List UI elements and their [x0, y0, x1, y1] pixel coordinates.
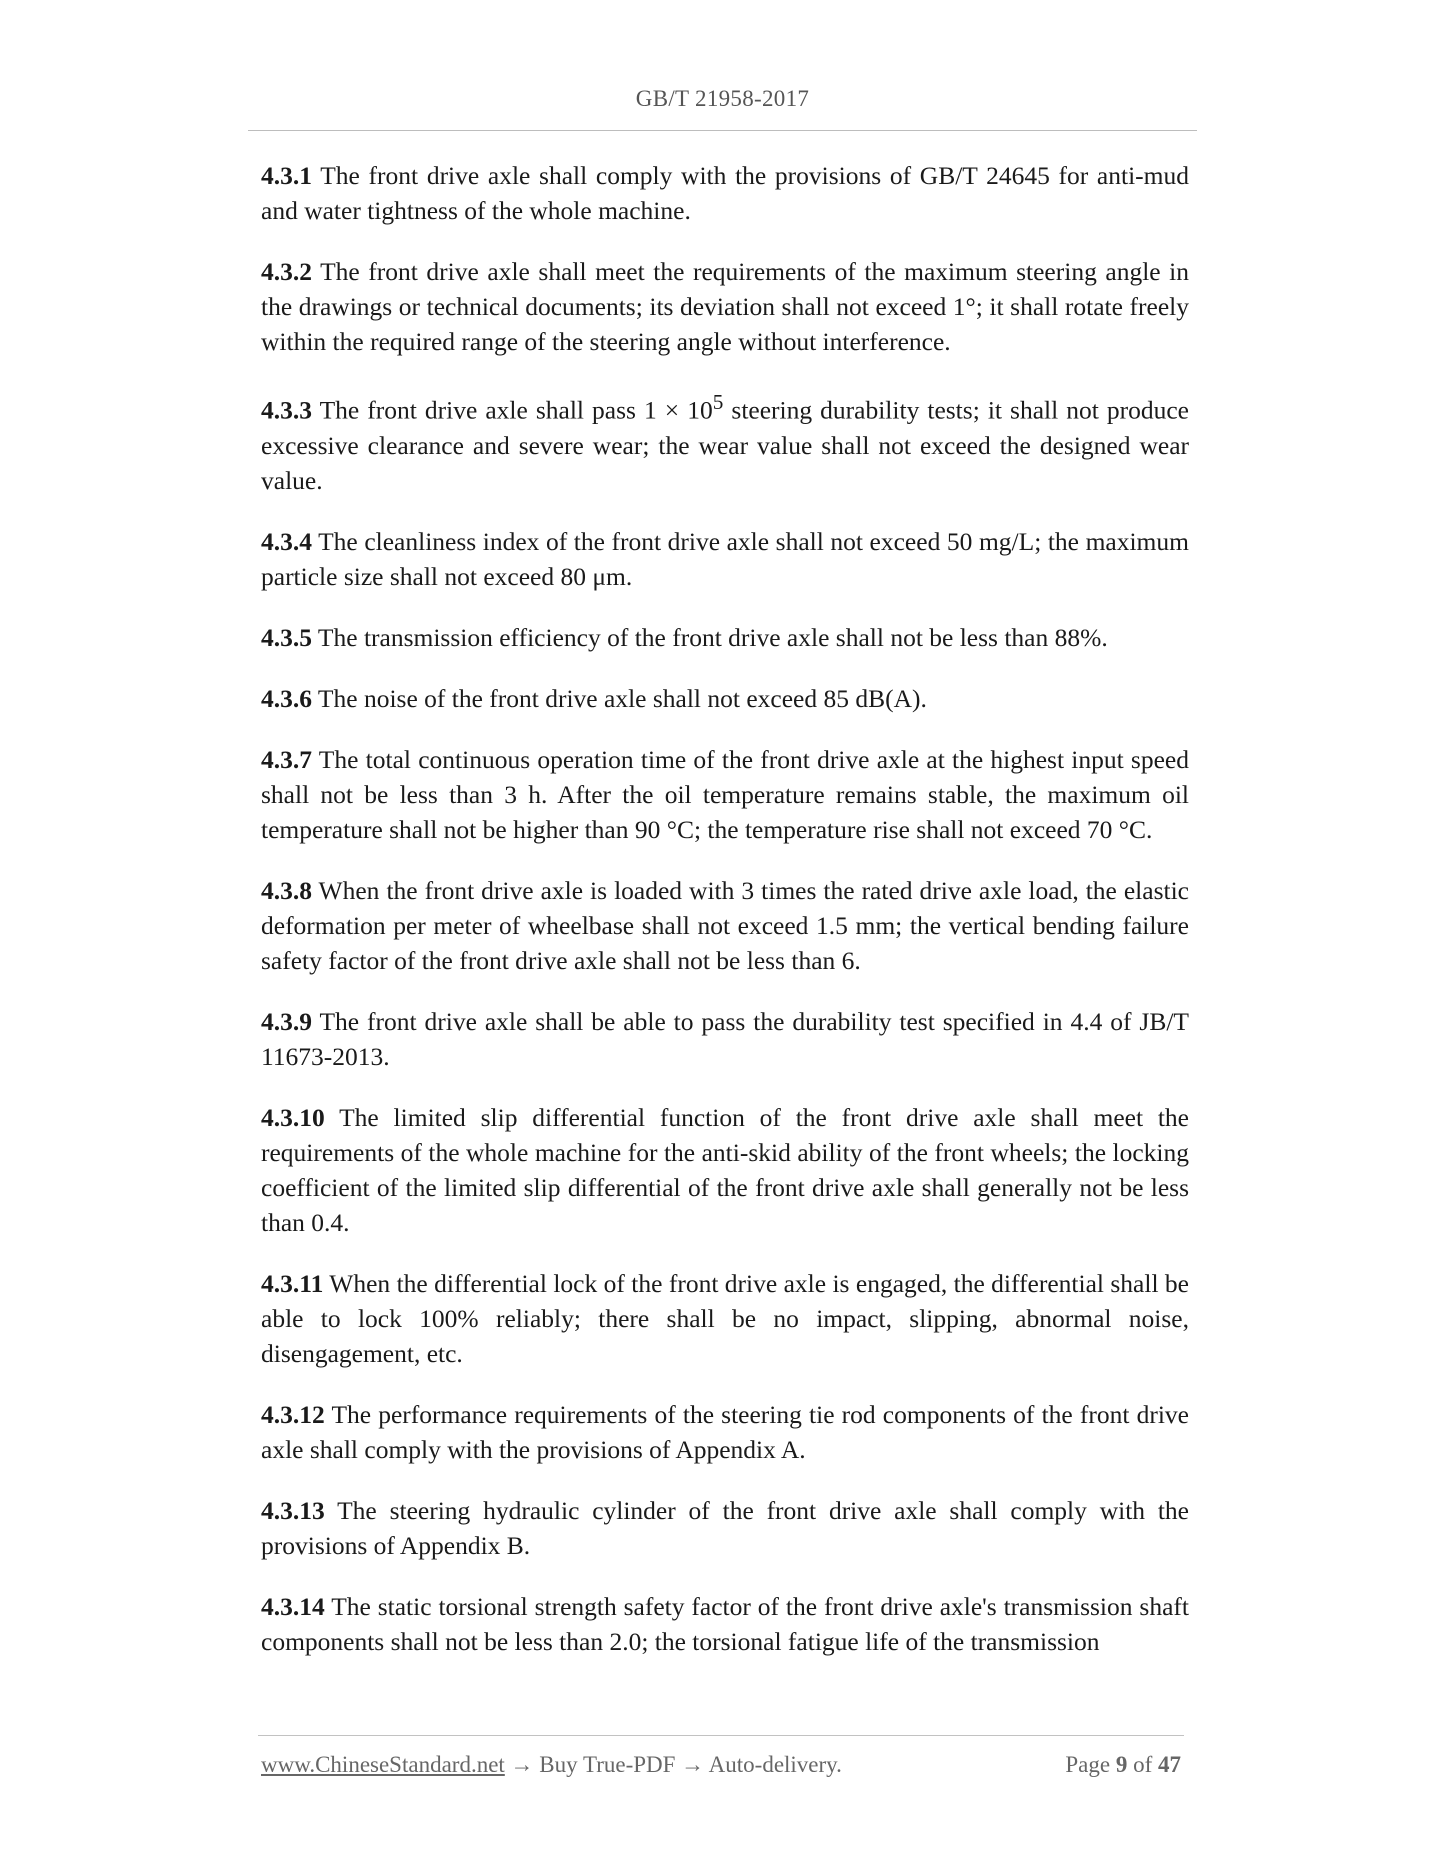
clause-4-3-3: [261, 385, 1189, 498]
clause-superscript: 5: [712, 390, 724, 414]
clause-text: The front drive axle shall be able to pass the durability test specified in 4.4 of JB/T 11673-2013.: [261, 1006, 1189, 1071]
footer-promo-text: → Buy True-PDF → Auto-delivery.: [504, 1752, 842, 1777]
clause-4-3-9: [261, 1004, 1189, 1074]
clause-number: 4.3.1: [261, 161, 312, 190]
clause-number: 4.3.6: [261, 683, 312, 713]
clause-text-continued: steering durability tests; it shall not produce excessive clearance and severe wear; the wear value shall not exceed the designed wear value.: [261, 395, 1189, 495]
page-total: 47: [1158, 1752, 1181, 1777]
clause-number: 4.3.12: [261, 1399, 325, 1429]
clause-text: The steering hydraulic cylinder of the front drive axle shall comply with the provisions of Appendix B.: [261, 1495, 1189, 1560]
clause-number: 4.3.3: [261, 395, 312, 425]
clause-text: The front drive axle shall comply with the provisions of GB/T 24645 for anti-mud and water tightness of the whole machine.: [261, 161, 1189, 225]
footer-divider: [258, 1735, 1184, 1736]
clause-text: The static torsional strength safety factor of the front drive axle's transmission shaft components shall not be less than 2.0; the torsional fatigue life of the transmission: [261, 1591, 1189, 1656]
clause-4-3-10: [261, 1100, 1189, 1240]
clause-4-3-11: [261, 1266, 1189, 1371]
clause-text: The total continuous operation time of the front drive axle at the highest input speed shall not be less than 3 h. After the oil temperature remains stable, the maximum oil temperature shall not be higher than 90 °C; the temperature rise shall not exceed 70 °C.: [261, 744, 1189, 844]
page-label: Page: [1065, 1752, 1111, 1777]
page-indicator: [1065, 1752, 1181, 1778]
clause-number: 4.3.13: [261, 1495, 325, 1525]
clause-4-3-7: [261, 742, 1189, 847]
page-of: of: [1133, 1752, 1153, 1777]
clause-4-3-5: [261, 620, 1189, 655]
clause-4-3-8: [261, 873, 1189, 978]
clause-number: 4.3.14: [261, 1591, 325, 1621]
clause-4-3-6: [261, 681, 1189, 716]
clause-4-3-1: [261, 158, 1189, 228]
clause-number: 4.3.9: [261, 1006, 312, 1036]
clause-text: The front drive axle shall pass 1 × 10: [319, 395, 713, 425]
clause-number: 4.3.2: [261, 257, 312, 286]
clause-text: The limited slip differential function of the front drive axle shall meet the requirements of the whole machine for the anti-skid ability of the front wheels; the locking coefficient of the limited slip differential of the front drive axle shall generally not be less than 0.4.: [261, 1102, 1190, 1237]
clause-text: The transmission efficiency of the front drive axle shall not be less than 88%.: [317, 622, 1108, 652]
clause-text: The noise of the front drive axle shall not exceed 85 dB(A).: [317, 683, 927, 713]
clause-4-3-12: [261, 1397, 1189, 1467]
clause-4-3-4: [261, 524, 1189, 594]
page-current: 9: [1115, 1752, 1128, 1777]
clause-4-3-14: [261, 1589, 1189, 1659]
website-link[interactable]: www.ChineseStandard.net: [261, 1752, 505, 1777]
clause-number: 4.3.5: [261, 622, 312, 652]
clause-text: When the front drive axle is loaded with 3 times the rated drive axle load, the elastic deformation per meter of wheelbase shall not exceed 1.5 mm; the vertical bending failure safety factor of the front drive axle shall not be less than 6.: [261, 875, 1189, 975]
clause-4-3-2: [261, 254, 1189, 359]
clause-number: 4.3.4: [261, 526, 312, 556]
clause-text: The cleanliness index of the front drive axle shall not exceed 50 mg/L; the maximum particle size shall not exceed 80 μm.: [261, 526, 1189, 591]
document-body: [261, 158, 1189, 1685]
clause-text: The front drive axle shall meet the requirements of the maximum steering angle in the drawings or technical documents; its deviation shall not exceed 1°; it shall rotate freely within the required range of the steering angle without interference.: [261, 257, 1189, 356]
clause-text: The performance requirements of the steering tie rod components of the front drive axle shall comply with the provisions of Appendix A.: [261, 1399, 1189, 1464]
clause-number: 4.3.11: [261, 1268, 324, 1298]
footer-promo: [261, 1752, 842, 1778]
clause-number: 4.3.8: [261, 875, 312, 905]
clause-number: 4.3.10: [261, 1102, 325, 1132]
clause-number: 4.3.7: [261, 744, 312, 774]
clause-4-3-13: [261, 1493, 1189, 1563]
clause-text: When the differential lock of the front drive axle is engaged, the differential shall be able to lock 100% reliably; there shall be no impact, slipping, abnormal noise, disengagement, etc.: [261, 1268, 1190, 1368]
header-divider: [248, 130, 1197, 131]
document-header-title: GB/T 21958-2017: [635, 86, 810, 111]
